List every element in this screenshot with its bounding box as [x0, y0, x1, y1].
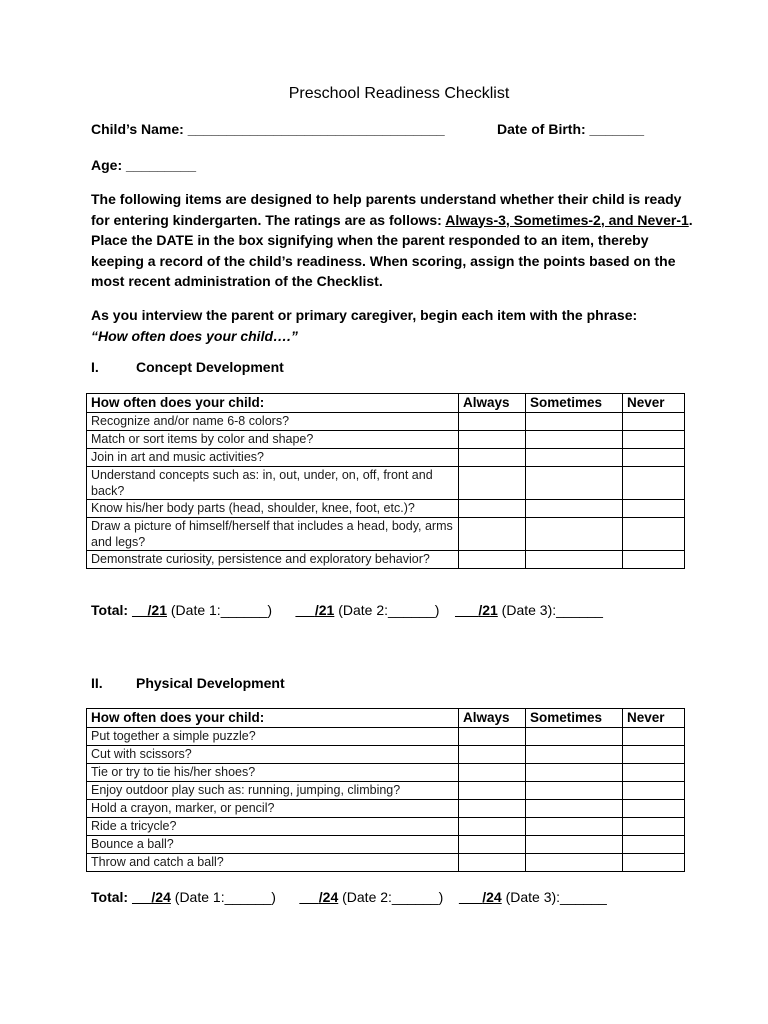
always-cell[interactable]: [459, 551, 526, 569]
always-cell[interactable]: [459, 728, 526, 746]
table-row: [87, 800, 685, 818]
item-label: Hold a crayon, marker, or pencil?: [87, 800, 459, 818]
never-cell[interactable]: [623, 836, 685, 854]
sometimes-cell[interactable]: [526, 728, 623, 746]
always-cell[interactable]: [459, 500, 526, 518]
sometimes-cell[interactable]: [526, 449, 623, 467]
intro-text-2: . Place the DATE in the box signifying when the parent responded to an item, thereby keeping a record of the child’s readiness. When scoring, assign the points based on the most recent administration of the Checklist.: [91, 211, 693, 289]
total-label: Total:: [91, 602, 129, 618]
never-cell[interactable]: [623, 431, 685, 449]
score-1[interactable]: /24: [151, 889, 171, 905]
page-title: Preschool Readiness Checklist: [288, 85, 510, 102]
item-label: Understand concepts such as: in, out, under, on, off, front and back?: [87, 467, 459, 500]
ratings-text: Always-3, Sometimes-2, and Never-1: [445, 211, 689, 228]
sometimes-cell[interactable]: [526, 836, 623, 854]
section-1-heading: Concept Development: [136, 359, 284, 375]
table-row: [87, 551, 685, 569]
item-label: Draw a picture of himself/herself that includes a head, body, arms and legs?: [87, 518, 459, 551]
always-cell[interactable]: [459, 449, 526, 467]
table-row: [87, 836, 685, 854]
never-cell[interactable]: [623, 518, 685, 551]
never-cell[interactable]: [623, 728, 685, 746]
never-cell[interactable]: [623, 800, 685, 818]
never-cell[interactable]: [623, 782, 685, 800]
item-label: Put together a simple puzzle?: [87, 728, 459, 746]
always-cell[interactable]: [459, 764, 526, 782]
date-2-label: (Date 2:______): [334, 602, 440, 618]
sometimes-cell[interactable]: [526, 746, 623, 764]
item-label: Throw and catch a ball?: [87, 854, 459, 872]
always-cell[interactable]: [459, 413, 526, 431]
item-label: Recognize and/or name 6-8 colors?: [87, 413, 459, 431]
concept-development-table: [86, 393, 685, 569]
table-row: [87, 746, 685, 764]
table-row: [87, 818, 685, 836]
date-of-birth-field[interactable]: Date of Birth: _______: [497, 121, 645, 137]
table-header-row: [87, 709, 685, 728]
item-label: Demonstrate curiosity, persistence and exploratory behavior?: [87, 551, 459, 569]
sometimes-cell[interactable]: [526, 800, 623, 818]
physical-total-line: [91, 889, 607, 905]
intro-paragraph: [91, 189, 697, 292]
sometimes-cell[interactable]: [526, 518, 623, 551]
column-header-always: Always: [459, 394, 526, 413]
table-row: [87, 467, 685, 500]
always-cell[interactable]: [459, 800, 526, 818]
never-cell[interactable]: [623, 449, 685, 467]
never-cell[interactable]: [623, 764, 685, 782]
never-cell[interactable]: [623, 551, 685, 569]
table-row: [87, 764, 685, 782]
always-cell[interactable]: [459, 836, 526, 854]
column-header-never: Never: [623, 709, 685, 728]
column-header-question: How often does your child:: [87, 709, 459, 728]
column-header-question: How often does your child:: [87, 394, 459, 413]
always-cell[interactable]: [459, 518, 526, 551]
table-row: [87, 431, 685, 449]
section-2-numeral: II.: [91, 675, 103, 691]
always-cell[interactable]: [459, 782, 526, 800]
table-row: [87, 728, 685, 746]
interview-text: As you interview the parent or primary caregiver, begin each item with the phrase:: [91, 307, 638, 323]
section-1-numeral: I.: [91, 359, 99, 375]
column-header-sometimes: Sometimes: [526, 709, 623, 728]
date-2-label: (Date 2:______): [338, 889, 444, 905]
item-label: Match or sort items by color and shape?: [87, 431, 459, 449]
sometimes-cell[interactable]: [526, 500, 623, 518]
column-header-sometimes: Sometimes: [526, 394, 623, 413]
table-row: [87, 518, 685, 551]
column-header-always: Always: [459, 709, 526, 728]
sometimes-cell[interactable]: [526, 551, 623, 569]
item-label: Cut with scissors?: [87, 746, 459, 764]
interview-paragraph: [91, 305, 697, 346]
score-2[interactable]: /21: [314, 602, 335, 618]
table-header-row: [87, 394, 685, 413]
interview-phrase: “How often does your child….”: [91, 327, 298, 344]
always-cell[interactable]: [459, 746, 526, 764]
item-label: Join in art and music activities?: [87, 449, 459, 467]
always-cell[interactable]: [459, 818, 526, 836]
intro-text-1: The following items are designed to help parents understand whether their child is ready for entering kindergarten. The ratings are as follows:: [91, 191, 682, 228]
item-label: Ride a tricycle?: [87, 818, 459, 836]
never-cell[interactable]: [623, 500, 685, 518]
never-cell[interactable]: [623, 746, 685, 764]
never-cell[interactable]: [623, 467, 685, 500]
table-row: [87, 854, 685, 872]
item-label: Bounce a ball?: [87, 836, 459, 854]
date-3-label: (Date 3):______: [501, 889, 607, 905]
never-cell[interactable]: [623, 854, 685, 872]
date-1-label: (Date 1:______): [167, 602, 273, 618]
physical-development-table: [86, 708, 685, 872]
sometimes-cell[interactable]: [526, 782, 623, 800]
item-label: Tie or try to tie his/her shoes?: [87, 764, 459, 782]
score-3[interactable]: /21: [478, 602, 498, 618]
table-row: [87, 500, 685, 518]
date-1-label: (Date 1:______): [170, 889, 276, 905]
age-field[interactable]: Age: _________: [91, 157, 197, 173]
table-row: [87, 449, 685, 467]
always-cell[interactable]: [459, 467, 526, 500]
never-cell[interactable]: [623, 818, 685, 836]
total-label: Total:: [91, 889, 129, 905]
table-row: [87, 782, 685, 800]
sometimes-cell[interactable]: [526, 764, 623, 782]
sometimes-cell[interactable]: [526, 467, 623, 500]
score-1[interactable]: /21: [147, 602, 167, 618]
date-3-label: (Date 3):______: [497, 602, 603, 618]
item-label: Enjoy outdoor play such as: running, jumping, climbing?: [87, 782, 459, 800]
score-2[interactable]: /24: [318, 889, 339, 905]
always-cell[interactable]: [459, 854, 526, 872]
sometimes-cell[interactable]: [526, 854, 623, 872]
sometimes-cell[interactable]: [526, 818, 623, 836]
always-cell[interactable]: [459, 431, 526, 449]
section-2-heading: Physical Development: [136, 675, 285, 691]
column-header-never: Never: [623, 394, 685, 413]
item-label: Know his/her body parts (head, shoulder, knee, foot, etc.)?: [87, 500, 459, 518]
sometimes-cell[interactable]: [526, 413, 623, 431]
never-cell[interactable]: [623, 413, 685, 431]
concept-total-line: [91, 602, 603, 618]
childs-name-field[interactable]: Child’s Name: _________________________________: [91, 121, 445, 137]
sometimes-cell[interactable]: [526, 431, 623, 449]
score-3[interactable]: /24: [482, 889, 502, 905]
table-row: [87, 413, 685, 431]
